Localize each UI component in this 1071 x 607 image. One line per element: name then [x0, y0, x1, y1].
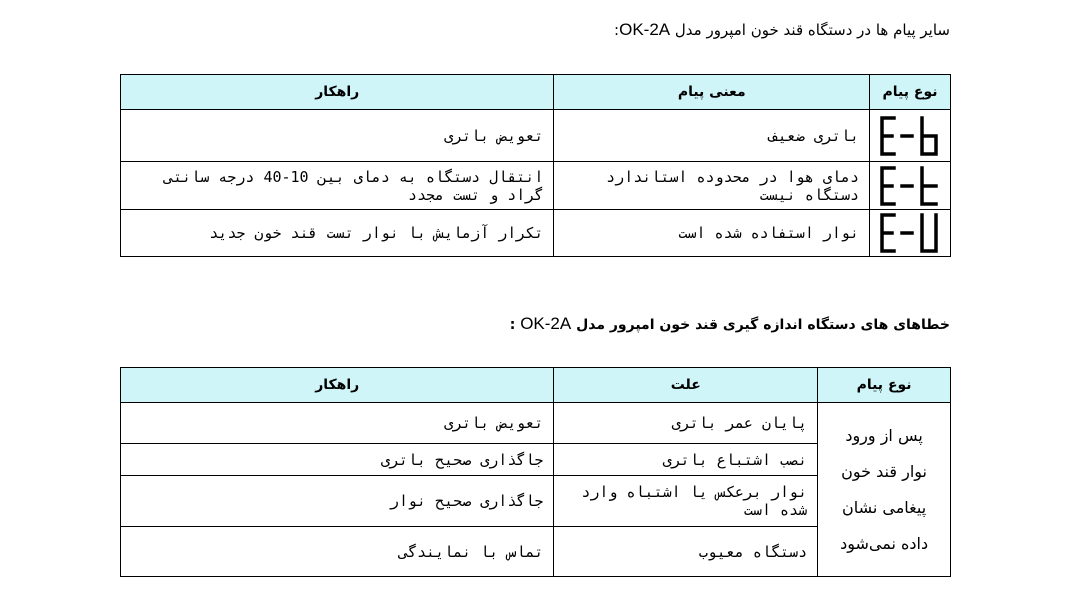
cause-cell: نصب اشتباع باتری	[554, 444, 818, 476]
solution-cell: تعویض باتری	[121, 403, 554, 444]
errors-table	[120, 367, 951, 577]
cause-cell: دستگاه معیوب	[554, 527, 818, 577]
lcd-code-e-u	[878, 211, 942, 255]
section1-heading-text: سایر پیام ها در دستگاه قند خون امپرور مدل	[674, 21, 950, 39]
section2-heading-text: خطاهای های دستگاه اندازه گیری قند خون امپرور مدل	[576, 317, 950, 333]
header-type: نوع پیام	[870, 75, 951, 110]
section2-model: OK-2A	[520, 314, 572, 333]
header-solution: راهکار	[121, 75, 554, 110]
header-meaning: معنی پیام	[554, 75, 870, 110]
meaning-cell: دمای هوا در محدوده استاندارد دستگاه نیست	[554, 162, 870, 210]
meaning-cell: نوار استفاده شده است	[554, 210, 870, 257]
section1-model: OK-2A	[619, 20, 671, 39]
table-row	[121, 403, 951, 444]
header-type: نوع پیام	[818, 368, 951, 403]
header-cause: علت	[554, 368, 818, 403]
solution-cell: جاگذاری صحیح باتری	[121, 444, 554, 476]
meaning-cell: باتری ضعیف	[554, 110, 870, 162]
merged-type-line: نوار قند خون	[841, 461, 927, 481]
code-cell	[870, 110, 951, 162]
section2-heading-suffix: :	[509, 317, 516, 333]
lcd-code-e-b	[878, 114, 942, 158]
solution-cell: انتقال دستگاه به دمای بین 10-40 درجه سانتی گراد و تست مجدد	[121, 162, 554, 210]
merged-type-line: پس از ورود	[845, 425, 923, 445]
solution-cell: تعویض باتری	[121, 110, 554, 162]
messages-table	[120, 74, 951, 257]
table-header-row	[121, 368, 951, 403]
solution-cell: تماس با نمایندگی	[121, 527, 554, 577]
code-cell	[870, 162, 951, 210]
section2-heading	[510, 314, 950, 334]
merged-type-line: داده نمی‌شود	[840, 533, 929, 553]
merged-type-cell	[818, 403, 951, 577]
table-header-row	[121, 75, 951, 110]
table-row	[121, 162, 951, 210]
lcd-code-e-t	[878, 164, 942, 208]
header-solution: راهکار	[121, 368, 554, 403]
solution-cell: جاگذاری صحیح نوار	[121, 476, 554, 527]
cause-cell: نوار برعکس یا اشتباه وارد شده است	[554, 476, 818, 527]
section1-heading	[614, 20, 950, 40]
solution-cell: تکرار آزمایش با نوار تست قند خون جدید	[121, 210, 554, 257]
section1-heading-suffix: :	[614, 21, 620, 39]
table-row	[121, 210, 951, 257]
code-cell	[870, 210, 951, 257]
cause-cell: پایان عمر باتری	[554, 403, 818, 444]
table-row	[121, 110, 951, 162]
merged-type-line: پیغامی نشان	[841, 497, 927, 517]
